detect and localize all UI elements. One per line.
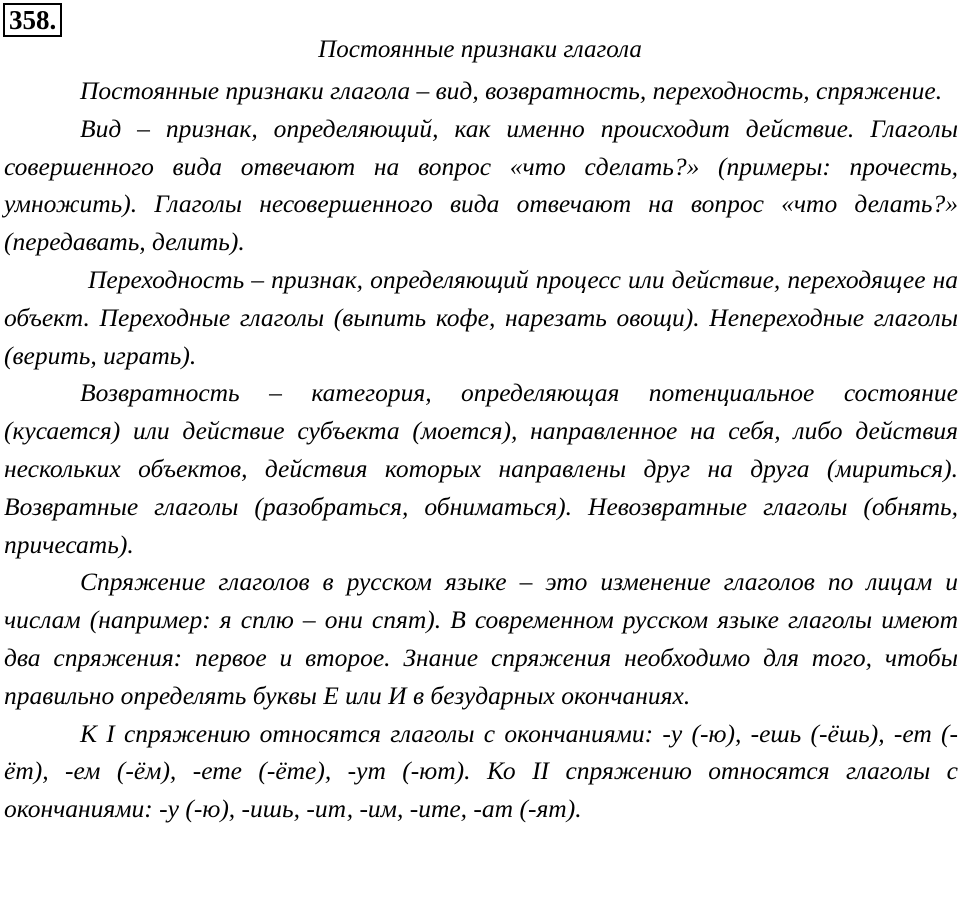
paragraph-constant-features: Постоянные признаки глагола – вид, возвратность, переходность, спряжение.: [80, 76, 943, 105]
paragraph-transitivity: Переходность – признак, определяющий процесс или действие, переходящее на объект. Переходные глаголы (выпить кофе, нарезать овощи). Непереходные глаголы (верить, играть).: [4, 264, 958, 370]
paragraph-aspect: Вид – признак, определяющий, как именно происходит действие. Глаголы совершенного вида отвечают на вопрос «что сделать?» (примеры: прочесть, умножить). Глаголы несовершенного вида отвечают на вопрос «что делать?» (передавать, делить).: [4, 113, 958, 257]
exercise-number-box: 358.: [3, 3, 62, 37]
document-body: [4, 72, 958, 828]
document-title: Постоянные признаки глагола: [318, 36, 642, 63]
paragraph-conjugation: Спряжение глаголов в русском языке – это изменение глаголов по лицам и числам (например: я сплю – они спят). В современном русском языке глаголы имеют два спряжения: первое и второе. Знание спряжения необходимо для того, чтобы правильно определять буквы Е или И в безударных окончаниях.: [4, 567, 958, 710]
paragraph-conjugation-endings: К I спряжению относятся глаголы с окончаниями: -у (-ю), -ешь (-ёшь), -ет (-ёт), -ем (-ём), -ете (-ёте), -ут (-ют). Ко II спряжению относятся глаголы с окончаниями: -у (-ю), -ишь, -ит, -им, -ите, -ат (-ят).: [4, 718, 958, 824]
paragraph-reflexivity: Возвратность – категория, определяющая потенциальное состояние (кусается) или действие субъекта (моется), направленное на себя, либо действия нескольких объектов, действия которых направлены друг на друга (мириться). Возвратные глаголы (разобраться, обниматься). Невозвратные глаголы (обнять, причесать).: [4, 378, 958, 559]
